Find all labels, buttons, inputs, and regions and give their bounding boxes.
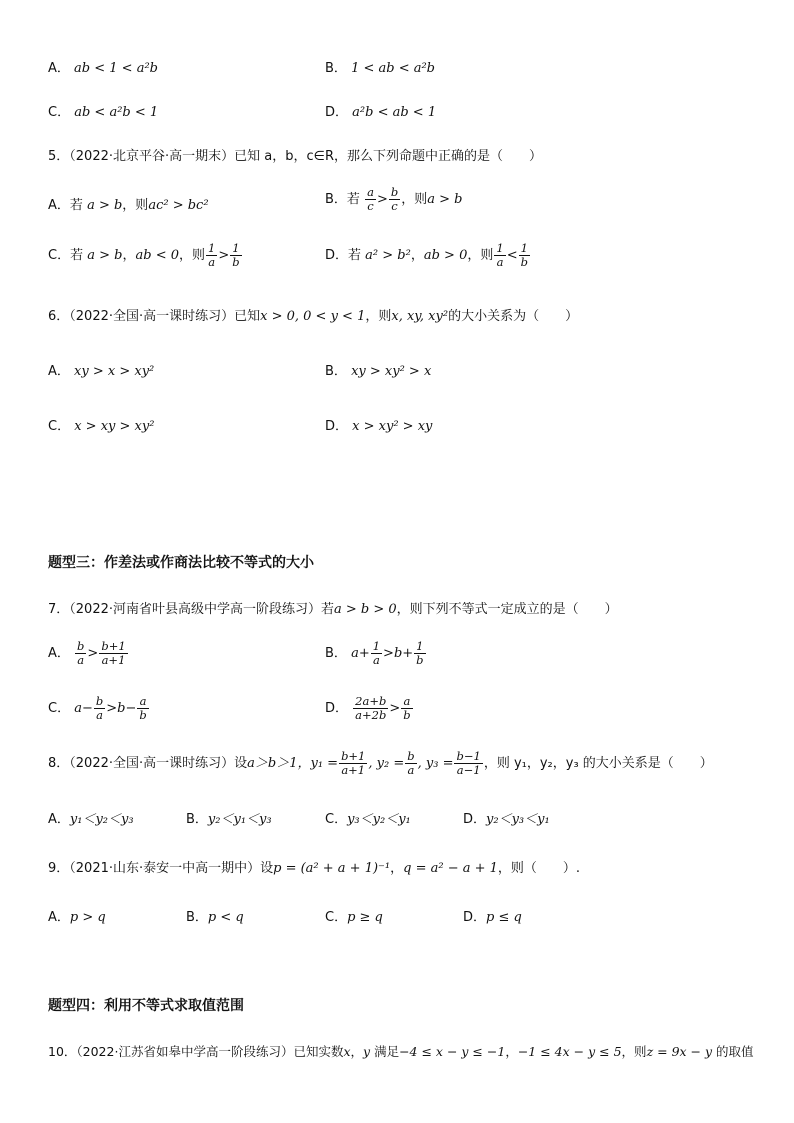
stem-text: 6．（2022·全国·高一课时练习）已知	[48, 309, 261, 324]
q5-option-c	[48, 242, 243, 269]
option-label: B．	[325, 364, 347, 379]
stem-expr: x	[343, 1044, 351, 1059]
option-label: B．	[186, 910, 208, 925]
option-expr: p < q	[207, 910, 244, 925]
q6-stem	[48, 305, 578, 324]
operator: >	[389, 701, 401, 717]
q6-option-b	[325, 360, 431, 379]
option-label: C．	[48, 419, 71, 434]
q4-option-b	[325, 57, 435, 76]
q5-option-b	[325, 186, 462, 213]
option-label: C．	[48, 105, 71, 120]
option-expr: ab < 1 < a²b	[74, 61, 158, 76]
stem-expr: q = a² − a + 1	[403, 861, 498, 876]
operator: >b−	[106, 701, 137, 717]
fraction: $\frac{1}{b}$	[520, 241, 528, 270]
fraction: $\frac{1}{a}$	[496, 241, 504, 270]
fraction: $\frac{b+1}{a+1}$	[341, 749, 366, 778]
q5-option-a	[48, 194, 209, 213]
option-expr: a > b	[87, 248, 123, 264]
option-expr: ab < a²b < 1	[74, 105, 159, 120]
stem-text: 10．（2022·江苏省如皋中学高一阶段练习）已知实数	[48, 1044, 344, 1059]
q4-option-a	[48, 57, 158, 76]
stem-expr: p = (a² + a + 1)⁻¹	[273, 861, 391, 876]
option-label: B．	[186, 812, 208, 827]
option-expr: ab > 0	[423, 248, 468, 264]
option-text: ，则	[179, 248, 206, 264]
q4-option-c	[48, 101, 158, 120]
fraction: $\frac{1}{a}$	[372, 639, 381, 668]
operator: >	[376, 192, 388, 208]
option-expr: a > b	[427, 192, 463, 208]
option-expr: a²b < ab < 1	[352, 105, 437, 120]
option-expr: a² > b²	[365, 248, 411, 264]
stem-expr: a＞b＞1，	[247, 756, 311, 772]
option-text: ，则	[467, 248, 494, 264]
q5-option-d	[325, 242, 531, 269]
option-expr: y₂＜y₃＜y₁	[486, 812, 550, 827]
stem-text: 8．（2022·全国·高一课时练习）设	[48, 756, 248, 772]
q7-option-b	[325, 640, 427, 667]
stem-text: ，则 y₁，y₂，y₃ 的大小关系是（ ）	[483, 756, 713, 772]
fraction: $\frac{b}{a}$	[95, 694, 104, 723]
fraction: $\frac{1}{b}$	[232, 241, 240, 270]
stem-expr: x > 0, 0 < y < 1	[260, 309, 366, 324]
fraction: $\frac{b-1}{a-1}$	[456, 749, 481, 778]
stem-text: ，则	[621, 1044, 647, 1059]
stem-expr: x, xy, xy²	[391, 309, 449, 324]
fraction: $\frac{b+1}{a+1}$	[101, 639, 126, 668]
option-text: 若	[70, 248, 84, 264]
operator: >	[218, 248, 230, 264]
option-expr: a+	[351, 646, 370, 662]
option-expr: x > xy > xy²	[74, 419, 155, 434]
stem-text: ，则（ ）.	[497, 861, 581, 876]
fraction: $\frac{b}{c}$	[390, 185, 399, 214]
stem-text: ，则	[365, 309, 392, 324]
option-expr: y₁＜y₂＜y₃	[69, 812, 134, 827]
stem-text: 的大小关系为（ ）	[448, 309, 579, 324]
stem-text: ，则下列不等式一定成立的是（ ）	[396, 602, 618, 617]
option-label: D．	[463, 910, 487, 925]
option-label: A．	[48, 910, 70, 925]
stem-text: 的取值	[712, 1044, 754, 1059]
option-label: B．	[325, 192, 347, 208]
fraction: $\frac{a}{b}$	[139, 694, 147, 723]
option-label: C．	[48, 701, 71, 717]
option-expr: ac² > bc²	[148, 198, 209, 213]
stem-text: ，	[350, 1044, 364, 1059]
stem-expr: y₁ =	[310, 756, 339, 772]
option-label: A．	[48, 364, 70, 379]
operator: >	[87, 646, 99, 662]
section-heading-4: 题型四：利用不等式求取值范围	[48, 998, 244, 1014]
fraction: $\frac{a}{c}$	[367, 185, 374, 214]
option-text: ，则	[122, 198, 149, 213]
stem-text: 7．（2022·河南省叶县高级中学高一阶段练习）若	[48, 602, 334, 617]
q5-stem: 5．（2022·北京平谷·高一期末）已知 a，b，c∈R，那么下列命题中正确的是（ ）	[48, 149, 542, 164]
option-expr: p ≤ q	[486, 910, 522, 925]
section-heading-3: 题型三：作差法或作商法比较不等式的大小	[48, 555, 314, 571]
option-label: A．	[48, 198, 70, 213]
option-text: ，则	[401, 192, 428, 208]
stem-text: 满足	[370, 1044, 400, 1059]
option-expr: a > b	[87, 198, 123, 213]
q8-stem	[48, 750, 713, 777]
option-expr: xy > xy² > x	[351, 364, 432, 379]
option-label: D．	[325, 701, 349, 717]
option-expr: ab < 0	[135, 248, 179, 264]
option-text: 若	[346, 192, 360, 208]
option-label: A．	[48, 812, 70, 827]
operator: >b+	[383, 646, 414, 662]
stem-text: 9．（2021·山东·泰安一中高一期中）设	[48, 861, 274, 876]
option-label: A．	[48, 61, 70, 76]
stem-expr: y	[363, 1044, 371, 1059]
q8-option-d	[463, 808, 550, 827]
q9-option-a	[48, 906, 106, 925]
option-expr: y₂＜y₁＜y₃	[207, 812, 272, 827]
fraction: $\frac{b}{a}$	[77, 639, 85, 668]
option-expr: a−	[74, 701, 93, 717]
q7-option-a	[48, 640, 129, 667]
option-text: 若	[69, 198, 83, 213]
fraction: $\frac{a}{b}$	[403, 694, 411, 723]
fraction: $\frac{1}{b}$	[416, 639, 424, 668]
q9-stem	[48, 857, 580, 876]
option-expr: p > q	[69, 910, 106, 925]
stem-expr: −1 ≤ 4x − y ≤ 5	[517, 1044, 622, 1059]
q6-option-a	[48, 360, 154, 379]
fraction: $\frac{b}{a}$	[407, 749, 415, 778]
stem-text: ，	[505, 1044, 518, 1059]
stem-expr: −4 ≤ x − y ≤ −1	[399, 1044, 506, 1059]
q7-option-c	[48, 695, 150, 722]
option-label: C．	[325, 812, 348, 827]
q9-option-d	[463, 906, 522, 925]
stem-expr: , y₃ =	[417, 756, 454, 772]
operator: <	[506, 248, 518, 264]
q7-stem	[48, 598, 618, 617]
fraction: $\frac{1}{a}$	[208, 241, 216, 270]
option-text: ，	[122, 248, 136, 264]
stem-expr: z = 9x − y	[646, 1044, 713, 1059]
option-label: D．	[325, 248, 349, 264]
option-label: B．	[325, 646, 347, 662]
q7-option-d	[325, 695, 414, 722]
option-text: ，	[410, 248, 424, 264]
option-expr: y₃＜y₂＜y₁	[347, 812, 411, 827]
option-label: B．	[325, 61, 347, 76]
option-expr: 1 < ab < a²b	[351, 61, 436, 76]
option-expr: xy > x > xy²	[74, 364, 155, 379]
option-expr: p ≥ q	[347, 910, 383, 925]
stem-text: ，	[390, 861, 404, 876]
option-expr: x > xy² > xy	[352, 419, 433, 434]
q8-option-b	[186, 808, 272, 827]
q6-option-d	[325, 415, 432, 434]
q9-option-b	[186, 906, 244, 925]
stem-expr: a > b > 0	[334, 602, 397, 617]
stem-expr: , y₂ =	[368, 756, 405, 772]
option-label: C．	[325, 910, 348, 925]
q4-option-d	[325, 101, 436, 120]
option-label: D．	[325, 105, 349, 120]
q9-option-c	[325, 906, 383, 925]
option-label: D．	[325, 419, 349, 434]
q8-option-a	[48, 808, 134, 827]
option-label: A．	[48, 646, 70, 662]
fraction: $\frac{2a+b}{a+2b}$	[355, 694, 387, 723]
option-text: 若	[348, 248, 362, 264]
option-label: C．	[48, 248, 71, 264]
option-label: D．	[463, 812, 487, 827]
q10-stem	[48, 1042, 754, 1060]
q6-option-c	[48, 415, 154, 434]
q8-option-c	[325, 808, 411, 827]
